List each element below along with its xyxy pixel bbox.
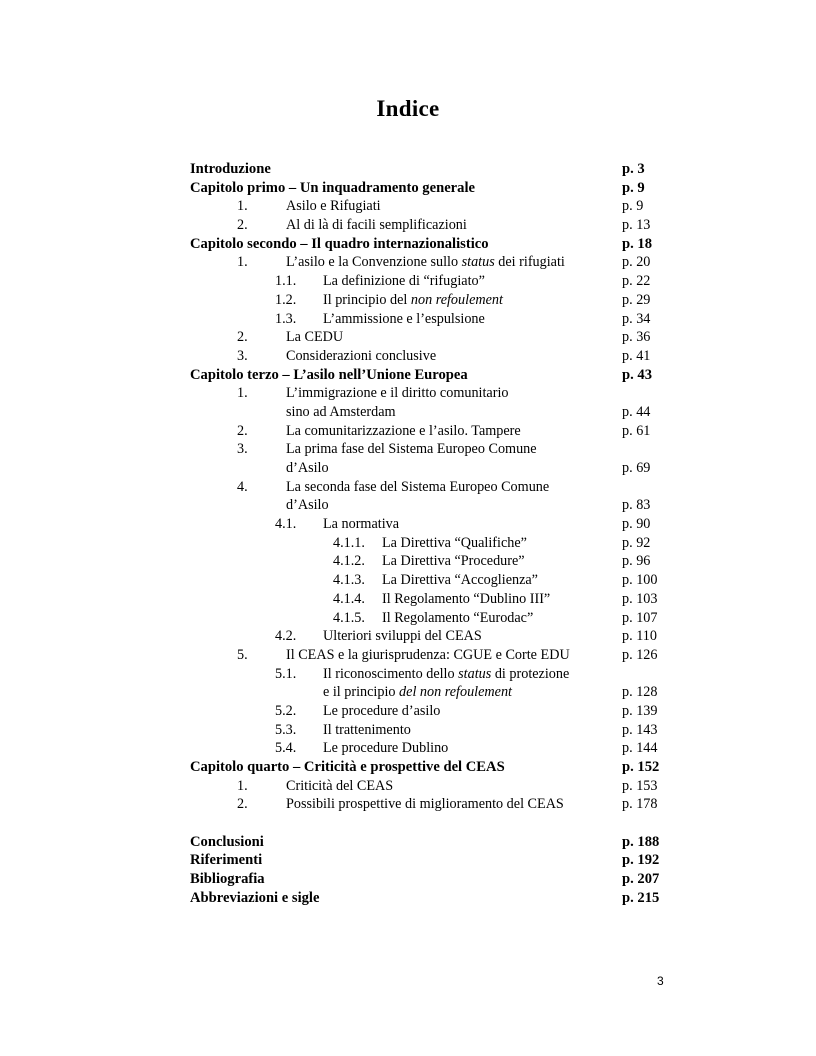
toc-entry[interactable] xyxy=(190,646,665,665)
toc-entry-page: p. 126 xyxy=(622,646,658,663)
toc-entry[interactable] xyxy=(190,272,665,291)
toc-entry-number: 1.3. xyxy=(275,310,297,327)
toc-entry-number: 3. xyxy=(237,347,248,364)
toc-entry-title: Capitolo primo – Un inquadramento generale xyxy=(190,179,475,196)
toc-chapter-4[interactable] xyxy=(190,758,665,777)
toc-entry-title: Il Regolamento “Dublino III” xyxy=(382,590,551,607)
toc-entry-title: Le procedure d’asilo xyxy=(323,702,441,719)
toc-entry-number: 5.2. xyxy=(275,702,297,719)
toc-entry[interactable] xyxy=(190,216,665,235)
toc-entry-title: sino ad Amsterdam xyxy=(286,403,396,420)
toc-entry-number: 4.2. xyxy=(275,628,297,645)
toc-entry-page: p. 20 xyxy=(622,254,651,271)
toc-entry-title: L’immigrazione e il diritto comunitario xyxy=(286,385,509,402)
toc-entry-number: 5.4. xyxy=(275,740,297,757)
toc-entry[interactable] xyxy=(190,534,665,553)
toc-entry-page: p. 152 xyxy=(622,759,660,775)
toc-entry-continuation[interactable] xyxy=(190,403,665,422)
toc-entry[interactable] xyxy=(190,253,665,272)
toc-entry-page: p. 153 xyxy=(622,777,658,794)
toc-entry-page: p. 215 xyxy=(622,889,660,906)
toc-entry-page: p. 192 xyxy=(622,852,660,869)
toc-entry-page: p. 207 xyxy=(622,871,660,888)
toc-entry-page: p. 139 xyxy=(622,702,658,719)
toc-entry-page: p. 188 xyxy=(622,833,660,850)
toc-entry-page: p. 61 xyxy=(622,422,651,439)
toc-entry-title: d’Asilo xyxy=(286,460,329,476)
toc-entry[interactable] xyxy=(190,328,665,347)
toc-entry-page: p. 92 xyxy=(622,534,651,551)
toc-entry[interactable] xyxy=(190,291,665,310)
toc-entry-title: La normativa xyxy=(323,516,400,533)
toc-entry-number: 1. xyxy=(237,777,248,794)
toc-entry-page: p. 3 xyxy=(622,161,645,177)
toc-entry-page: p. 36 xyxy=(622,329,651,346)
toc-entry-number: 4.1.1. xyxy=(333,534,365,551)
toc-entry-title: L’asilo e la Convenzione sullo status dei rifugiati xyxy=(286,254,565,271)
toc-entry-title: La seconda fase del Sistema Europeo Comune xyxy=(286,478,550,495)
toc-entry-title: Il principio del non refoulement xyxy=(323,291,503,308)
toc-entry-riferimenti[interactable] xyxy=(190,851,665,870)
toc-entry-title: Al di là di facili semplificazioni xyxy=(286,217,467,234)
toc-entry[interactable] xyxy=(190,422,665,441)
toc-entry[interactable] xyxy=(190,571,665,590)
toc-entry-page: p. 22 xyxy=(622,273,651,290)
toc-entry[interactable] xyxy=(190,702,665,721)
toc-entry-number: 4.1.4. xyxy=(333,590,365,607)
toc-entry[interactable] xyxy=(190,552,665,571)
toc-entry-title: Il Regolamento “Eurodac” xyxy=(382,609,534,626)
toc-entry-number: 4. xyxy=(237,478,248,495)
toc-entry-page: p. 41 xyxy=(622,347,651,364)
toc-entry-page: p. 18 xyxy=(622,235,653,252)
toc-entry-title: La Direttiva “Qualifiche” xyxy=(382,534,527,551)
toc-entry[interactable] xyxy=(190,721,665,740)
toc-entry-page: p. 144 xyxy=(622,740,658,757)
toc-entry[interactable] xyxy=(190,440,665,459)
toc-entry-number: 4.1.2. xyxy=(333,553,365,570)
toc-entry-page: p. 29 xyxy=(622,291,651,308)
toc-entry-number: 1. xyxy=(237,198,248,215)
toc-entry-title: e il principio del non refoulement xyxy=(323,684,512,701)
toc-entry-title: Ulteriori sviluppi del CEAS xyxy=(323,628,482,645)
toc-entry[interactable] xyxy=(190,665,665,684)
toc-entry-number: 5.3. xyxy=(275,721,297,738)
table-of-contents xyxy=(190,160,665,908)
toc-entry-title: Bibliografia xyxy=(190,871,265,888)
toc-entry[interactable] xyxy=(190,739,665,758)
toc-entry-page: p. 44 xyxy=(622,403,651,420)
toc-entry-number: 4.1. xyxy=(275,516,297,533)
toc-entry-title: Capitolo secondo – Il quadro internazionalistico xyxy=(190,235,489,252)
toc-entry-number: 3. xyxy=(237,441,248,458)
toc-entry[interactable] xyxy=(190,627,665,646)
toc-entry-page: p. 69 xyxy=(622,460,651,476)
toc-entry[interactable] xyxy=(190,347,665,366)
toc-entry[interactable] xyxy=(190,777,665,796)
toc-entry-number: 5. xyxy=(237,646,248,663)
toc-entry-continuation[interactable] xyxy=(190,683,665,702)
toc-chapter-1[interactable] xyxy=(190,179,665,198)
toc-entry-page: p. 90 xyxy=(622,516,651,533)
page-title: Indice xyxy=(376,96,440,121)
toc-entry-page: p. 100 xyxy=(622,572,658,589)
toc-entry-page: p. 9 xyxy=(622,179,645,196)
toc-entry[interactable] xyxy=(190,590,665,609)
toc-entry-page: p. 43 xyxy=(622,366,653,383)
toc-entry-title: La definizione di “rifugiato” xyxy=(323,273,485,290)
toc-entry-title: Il riconoscimento dello status di protezione xyxy=(323,665,570,682)
toc-entry-number: 2. xyxy=(237,329,248,346)
toc-entry-page: p. 96 xyxy=(622,553,651,570)
toc-entry-title: Considerazioni conclusive xyxy=(286,347,437,364)
toc-entry-number: 1.2. xyxy=(275,291,297,308)
toc-entry-page: p. 178 xyxy=(622,796,658,813)
toc-entry-title: Il CEAS e la giurisprudenza: CGUE e Corte EDU xyxy=(286,646,570,663)
toc-entry[interactable] xyxy=(190,310,665,329)
toc-entry-title: Capitolo terzo – L’asilo nell’Unione Europea xyxy=(190,366,468,383)
toc-entry-number: 1.1. xyxy=(275,273,297,290)
toc-entry-title: Il trattenimento xyxy=(323,721,411,738)
toc-entry-abbreviazioni[interactable] xyxy=(190,889,665,908)
toc-entry-number: 5.1. xyxy=(275,665,297,682)
toc-entry-page: p. 128 xyxy=(622,684,658,701)
page-number: 3 xyxy=(657,974,664,988)
toc-chapter-2[interactable] xyxy=(190,235,665,254)
toc-entry-conclusioni[interactable] xyxy=(190,833,665,852)
toc-entry-page: p. 110 xyxy=(622,628,657,645)
toc-entry-page: p. 143 xyxy=(622,721,658,738)
toc-entry-title: Introduzione xyxy=(190,161,271,177)
toc-entry-page: p. 13 xyxy=(622,217,651,234)
toc-entry-number: 4.1.3. xyxy=(333,572,365,589)
toc-entry-title: Riferimenti xyxy=(190,852,263,869)
toc-entry-title: Capitolo quarto – Criticità e prospettive del CEAS xyxy=(190,759,505,775)
toc-entry-title: Conclusioni xyxy=(190,833,264,850)
toc-chapter-3[interactable] xyxy=(190,366,665,385)
toc-entry-page: p. 34 xyxy=(622,310,651,327)
toc-entry-title: La prima fase del Sistema Europeo Comune xyxy=(286,441,537,458)
toc-entry-number: 1. xyxy=(237,254,248,271)
toc-entry-title: La comunitarizzazione e l’asilo. Tampere xyxy=(286,422,521,439)
toc-entry[interactable] xyxy=(190,515,665,534)
toc-entry[interactable] xyxy=(190,384,665,403)
toc-entry-number: 4.1.5. xyxy=(333,609,365,626)
toc-entry-continuation[interactable] xyxy=(190,496,665,515)
toc-entry-title: L’ammissione e l’espulsione xyxy=(323,310,485,327)
toc-entry-continuation[interactable] xyxy=(190,459,665,478)
toc-entry-bibliografia[interactable] xyxy=(190,870,665,889)
toc-entry-page: p. 9 xyxy=(622,198,644,215)
toc-entry[interactable] xyxy=(190,795,665,814)
toc-entry-number: 1. xyxy=(237,385,248,402)
toc-entry-page: p. 83 xyxy=(622,497,651,514)
toc-entry[interactable] xyxy=(190,197,665,216)
toc-entry-title: Criticità del CEAS xyxy=(286,777,394,794)
toc-entry[interactable] xyxy=(190,478,665,497)
toc-entry-title: Asilo e Rifugiati xyxy=(286,198,381,215)
toc-entry-number: 2. xyxy=(237,422,248,439)
toc-entry-page: p. 103 xyxy=(622,590,658,607)
toc-entry-title: Possibili prospettive di miglioramento del CEAS xyxy=(286,796,564,813)
toc-entry-title: La Direttiva “Procedure” xyxy=(382,553,525,570)
toc-entry-title: La CEDU xyxy=(286,329,344,346)
toc-entry-title: d’Asilo xyxy=(286,497,329,514)
toc-entry-introduzione[interactable] xyxy=(190,160,665,179)
toc-entry-title: Abbreviazioni e sigle xyxy=(190,889,320,906)
toc-entry-title: Le procedure Dublino xyxy=(323,740,449,757)
toc-entry-page: p. 107 xyxy=(622,609,658,626)
toc-entry-number: 2. xyxy=(237,796,248,813)
toc-entry-number: 2. xyxy=(237,217,248,234)
toc-entry-title: La Direttiva “Accoglienza” xyxy=(382,572,538,589)
toc-entry[interactable] xyxy=(190,609,665,628)
